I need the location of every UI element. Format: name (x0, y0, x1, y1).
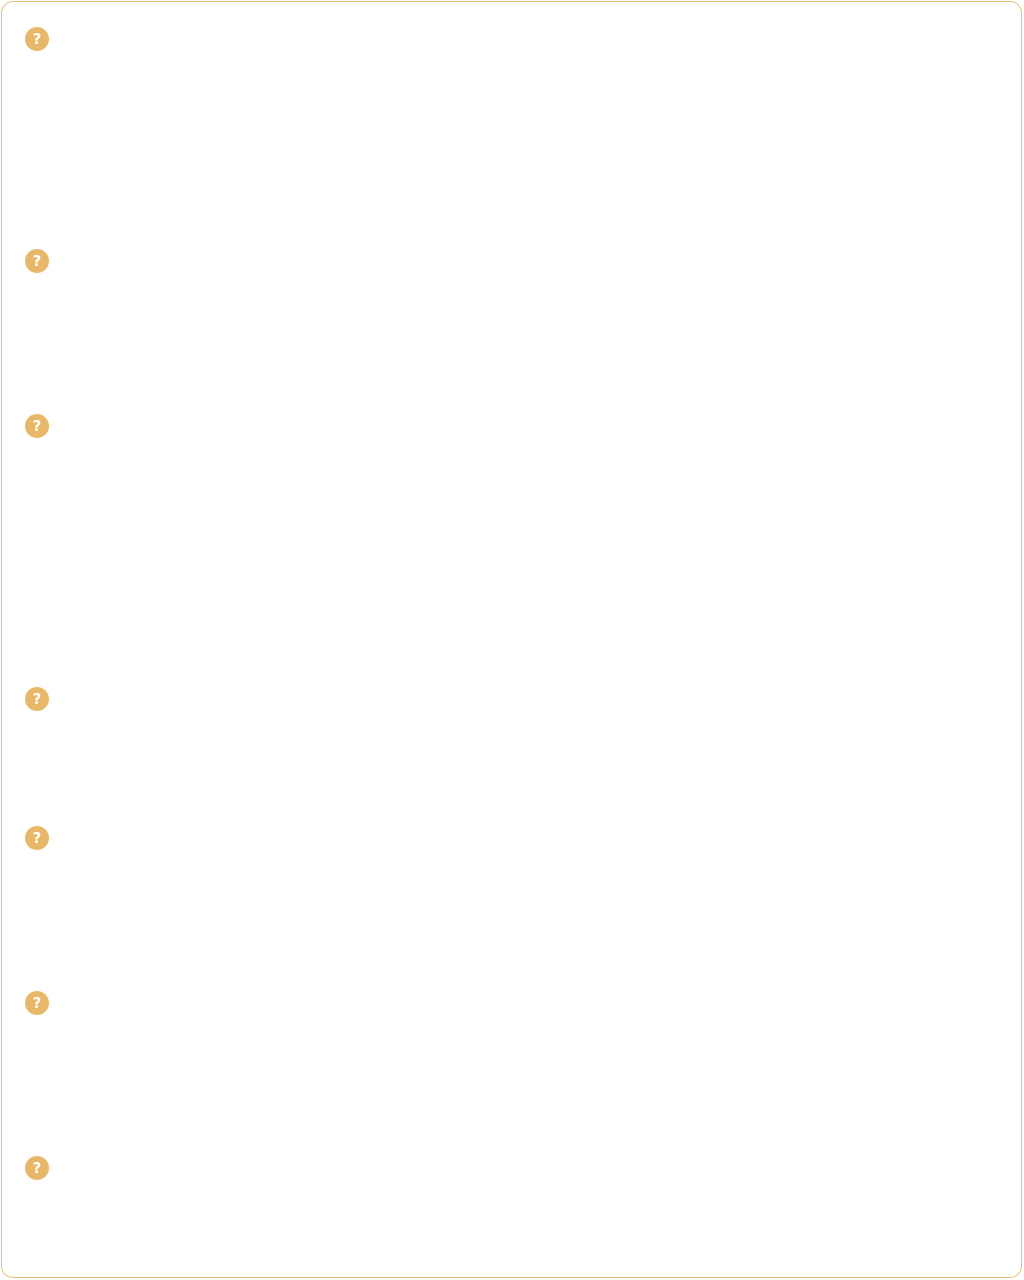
help-question-icon-6[interactable]: ? (25, 991, 49, 1015)
help-question-icon-3[interactable]: ? (25, 414, 49, 438)
help-question-icon-2[interactable]: ? (25, 249, 49, 273)
help-question-icon-5[interactable]: ? (25, 826, 49, 850)
help-question-icon-7[interactable]: ? (25, 1156, 49, 1180)
form-container (1, 1, 1022, 1278)
help-question-icon-1[interactable]: ? (25, 27, 49, 51)
help-question-icon-4[interactable]: ? (25, 687, 49, 711)
